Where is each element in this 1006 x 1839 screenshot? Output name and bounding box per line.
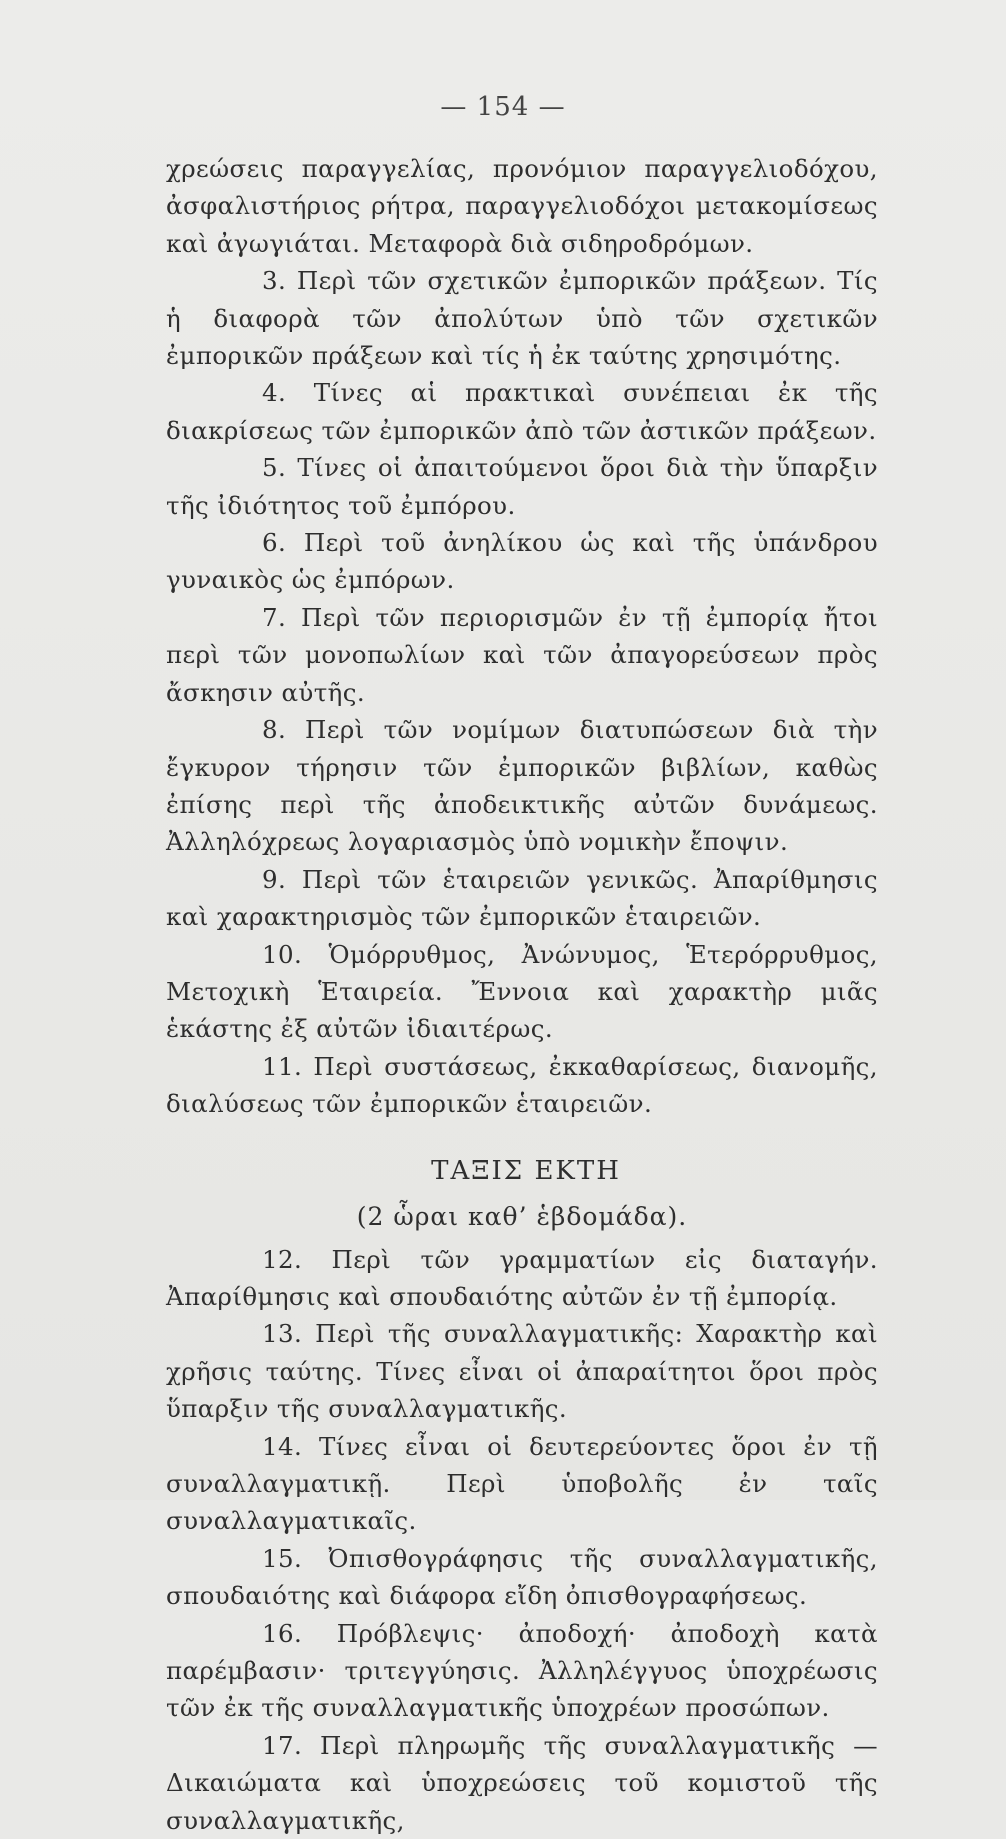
- paragraph: 17. Περὶ πληρωμῆς τῆς συναλλαγματικῆς — Δικαιώματα καὶ ὑποχρεώσεις τοῦ κομιστοῦ τῆς συναλλαγματικῆς,: [166, 1730, 878, 1835]
- paragraph: 4. Τίνες αἱ πρακτικαὶ συνέπειαι ἐκ τῆς διακρίσεως τῶν ἐμπορικῶν ἀπὸ τῶν ἀστικῶν πράξεων.: [166, 378, 878, 445]
- paragraph: 8. Περὶ τῶν νομίμων διατυπώσεων διὰ τὴν ἔγκυρον τήρησιν τῶν ἐμπορικῶν βιβλίων, καθὼς ἐπίσης περὶ τῆς ἀποδεικτικῆς αὐτῶν δυνάμεως. Ἀλληλόχρεως λογαριασμὸς ὑπὸ νομικὴν ἔποψιν.: [166, 715, 878, 857]
- paragraph: 10. Ὁμόρρυθμος, Ἀνώνυμος, Ἑτερόρρυθμος, Μετοχικὴ Ἑταιρεία. Ἔννοια καὶ χαρακτὴρ μιᾶς ἑκάστης ἐξ αὐτῶν ἰδιαιτέρως.: [166, 939, 878, 1044]
- paragraph: 14. Τίνες εἶναι οἱ δευτερεύοντες ὅροι ἐν τῇ συναλλαγματικῇ. Περὶ ὑποβολῆς ἐν ταῖς συναλλαγματικαῖς.: [166, 1431, 878, 1536]
- paragraph: 5. Τίνες οἱ ἀπαιτούμενοι ὅροι διὰ τὴν ὕπαρξιν τῆς ἰδιότητος τοῦ ἐμπόρου.: [166, 453, 878, 520]
- section-heading: ΤΑΞΙΣ ΕΚΤΗ: [431, 1155, 621, 1186]
- paragraph: 15. Ὀπισθογράφησις τῆς συναλλαγματικῆς, σπουδαιότης καὶ διάφορα εἴδη ὀπισθογραφήσεως.: [166, 1543, 878, 1611]
- paragraph: 13. Περὶ τῆς συναλλαγματικῆς: Χαρακτὴρ καὶ χρῆσις ταύτης. Τίνες εἶναι οἱ ἀπαραίτητοι ὅροι πρὸς ὕπαρξιν τῆς συναλλαγματικῆς.: [166, 1319, 878, 1424]
- paragraph: 11. Περὶ συστάσεως, ἐκκαθαρίσεως, διανομῆς, διαλύσεως τῶν ἐμπορικῶν ἑταιρειῶν.: [166, 1051, 878, 1119]
- paragraph: 7. Περὶ τῶν περιορισμῶν ἐν τῇ ἐμπορίᾳ ἤτοι περὶ τῶν μονοπωλίων καὶ τῶν ἀπαγορεύσεων πρὸς ἄσκησιν αὐτῆς.: [166, 602, 878, 707]
- paragraph: 6. Περὶ τοῦ ἀνηλίκου ὡς καὶ τῆς ὑπάνδρου γυναικὸς ὡς ἐμπόρων.: [166, 528, 878, 595]
- page-number: — 154 —: [440, 92, 566, 122]
- paragraph: 16. Πρόβλεψις· ἀποδοχή· ἀποδοχὴ κατὰ παρέμβασιν· τριτεγγύησις. Ἀλληλέγγυος ὑποχρέωσις τῶν ἐκ τῆς συναλλαγματικῆς ὑποχρέων προσώπων.: [166, 1618, 878, 1723]
- paragraph: 3. Περὶ τῶν σχετικῶν ἐμπορικῶν πράξεων. Τίς ἡ διαφορὰ τῶν ἀπολύτων ὑπὸ τῶν σχετικῶν ἐμπορικῶν πράξεων καὶ τίς ἡ ἐκ ταύτης χρησιμότης.: [166, 266, 878, 371]
- paragraph: 9. Περὶ τῶν ἑταιρειῶν γενικῶς. Ἀπαρίθμησις καὶ χαρακτηρισμὸς τῶν ἐμπορικῶν ἑταιρειῶν.: [166, 864, 878, 932]
- page-body: [166, 150, 878, 1839]
- section-subheading: (2 ὧραι καθ’ ἑβδομάδα).: [356, 1201, 688, 1231]
- paragraph: 12. Περὶ τῶν γραμματίων εἰς διαταγήν. Ἀπαρίθμησις καὶ σπουδαιότης αὐτῶν ἐν τῇ ἐμπορίᾳ.: [166, 1244, 878, 1311]
- paragraph: χρεώσεις παραγγελίας, προνόμιον παραγγελιοδόχου, ἀσφαλιστήριος ρήτρα, παραγγελιοδόχοι μετακομίσεως καὶ ἀγωγιάται. Μεταφορὰ διὰ σιδηροδρόμων.: [166, 154, 878, 258]
